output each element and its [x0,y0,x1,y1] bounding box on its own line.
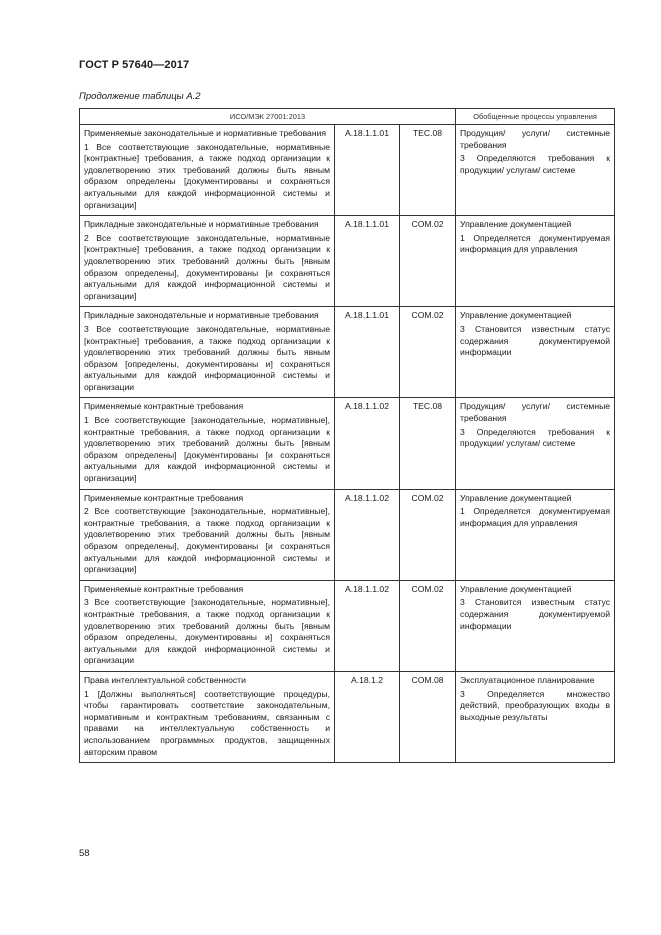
process-title: Эксплуатационное планирование [460,674,595,685]
requirement-title: Применяемые контрактные требования [84,583,244,594]
process-cell [456,307,615,398]
requirement-text: 1 [Должны выполняться] соответствующие процедуры, чтобы гарантировать соответствие законодательным, нормативным и контрактным требованиям, связанным с правами на интеллектуальную собственность и использованием программных продуктов, защищенных авторским правом [84,688,330,757]
process-text: 1 Определяется документируемая информация для управления [460,506,611,528]
requirement-title: Применяемые контрактные требования [84,492,244,503]
clause-cell: А.18.1.1.01 [335,216,400,307]
process-title: Управление документацией [460,310,572,321]
process-title: Управление документацией [460,583,572,594]
table-row [80,398,615,489]
process-cell [456,216,615,307]
document-code: ГОСТ Р 57640—2017 [79,59,190,71]
requirement-cell [80,216,335,307]
requirement-text: 1 Все соответствующие законодательные, нормативные [контрактные] требования, а также подход организации к удовлетворению этих требований должны быть явным образом определены [документированы и сохраняться актуальными для каждой информационной системы и организации] [84,141,330,210]
table-row [80,125,615,216]
process-code-cell: COM.02 [400,216,456,307]
process-text: 3 Становится известным статус содержания документируемой информации [460,323,611,358]
process-text: 3 Определяется множество действий, преобразующих входы в выходные результаты [460,688,611,722]
process-cell [456,398,615,489]
requirement-title: Прикладные законодательные и нормативные требования [84,219,319,230]
process-code-cell: COM.02 [400,307,456,398]
clause-cell: А.18.1.1.02 [335,489,400,580]
table-body [80,125,615,763]
clause-cell: А.18.1.1.02 [335,580,400,671]
requirement-cell [80,580,335,671]
process-cell [456,671,615,762]
table-row [80,489,615,580]
clause-cell: А.18.1.1.01 [335,307,400,398]
header-processes-column: Обобщенные процессы управления [456,109,615,125]
requirement-cell [80,489,335,580]
requirement-text: 2 Все соответствующие законодательные, нормативные [контрактные] требования, а также подход организации к удовлетворению этих требований должны быть [явным образом определены], документированы [и сохраняться актуальными для каждой информационной системы и организации] [84,232,330,301]
clause-cell: А.18.1.1.02 [335,398,400,489]
process-text: 3 Становится известным статус содержания документируемой информации [460,597,611,631]
process-title: Продукция/ услуги/ системные требования [460,128,611,150]
requirement-title: Применяемые законодательные и нормативные требования [84,128,327,138]
requirement-text: 3 Все соответствующие законодательные, нормативные [контрактные] требования, а также подход организации к удовлетворению этих требований должны быть явным образом [определены, документированы и] сохраняться актуальными для каждой информационной системы и организации [84,323,330,392]
requirement-title: Права интеллектуальной собственности [84,674,246,685]
table-row [80,671,615,762]
process-code-cell: TEC.08 [400,125,456,216]
process-text: 3 Определяются требования к продукции/ услугам/ системе [460,426,611,449]
process-cell [456,580,615,671]
page-number: 58 [79,848,90,859]
clause-cell: А.18.1.1.01 [335,125,400,216]
requirement-cell [80,125,335,216]
requirement-cell [80,307,335,398]
requirement-title: Применяемые контрактные требования [84,401,244,412]
requirement-cell [80,671,335,762]
clause-cell: А.18.1.2 [335,671,400,762]
process-title: Продукция/ услуги/ системные требования [460,401,611,424]
table-row [80,216,615,307]
process-code-cell: COM.02 [400,580,456,671]
requirement-title: Прикладные законодательные и нормативные требования [84,310,319,321]
process-cell [456,125,615,216]
process-text: 1 Определяется документируемая информация для управления [460,232,611,255]
table-row [80,307,615,398]
process-code-cell: COM.08 [400,671,456,762]
process-cell [456,489,615,580]
process-title: Управление документацией [460,219,572,230]
requirement-cell [80,398,335,489]
process-code-cell: TEC.08 [400,398,456,489]
process-code-cell: COM.02 [400,489,456,580]
requirement-text: 2 Все соответствующие [законодательные, нормативные], контрактные требования, а также подход организации к удовлетворению этих требований должны быть [явным образом определены], документированы [и сохраняться актуальными для каждой информационной системы и организации] [84,506,330,575]
process-text: 3 Определяются требования к продукции/ услугам/ системе [460,153,611,175]
table-header-row [80,109,615,125]
table-caption: Продолжение таблицы А.2 [79,91,201,102]
mapping-table [79,108,615,763]
header-iso-column: ИСО/МЭК 27001:2013 [80,109,456,125]
table-row [80,580,615,671]
process-title: Управление документацией [460,492,572,503]
requirement-text: 1 Все соответствующие [законодательные, нормативные], контрактные требования, а также подход организации к удовлетворению этих требований должны быть [явным образом определены] [документированы [и сохраняться актуальными для каждой информационной системы и организации] [84,415,330,484]
requirement-text: 3 Все соответствующие [законодательные, нормативные], контрактные требования, а также подход организации к удовлетворению этих требований должны быть [явным образом определены, документированы и] сохраняться актуальными для каждой информационной системы и организации [84,597,330,666]
